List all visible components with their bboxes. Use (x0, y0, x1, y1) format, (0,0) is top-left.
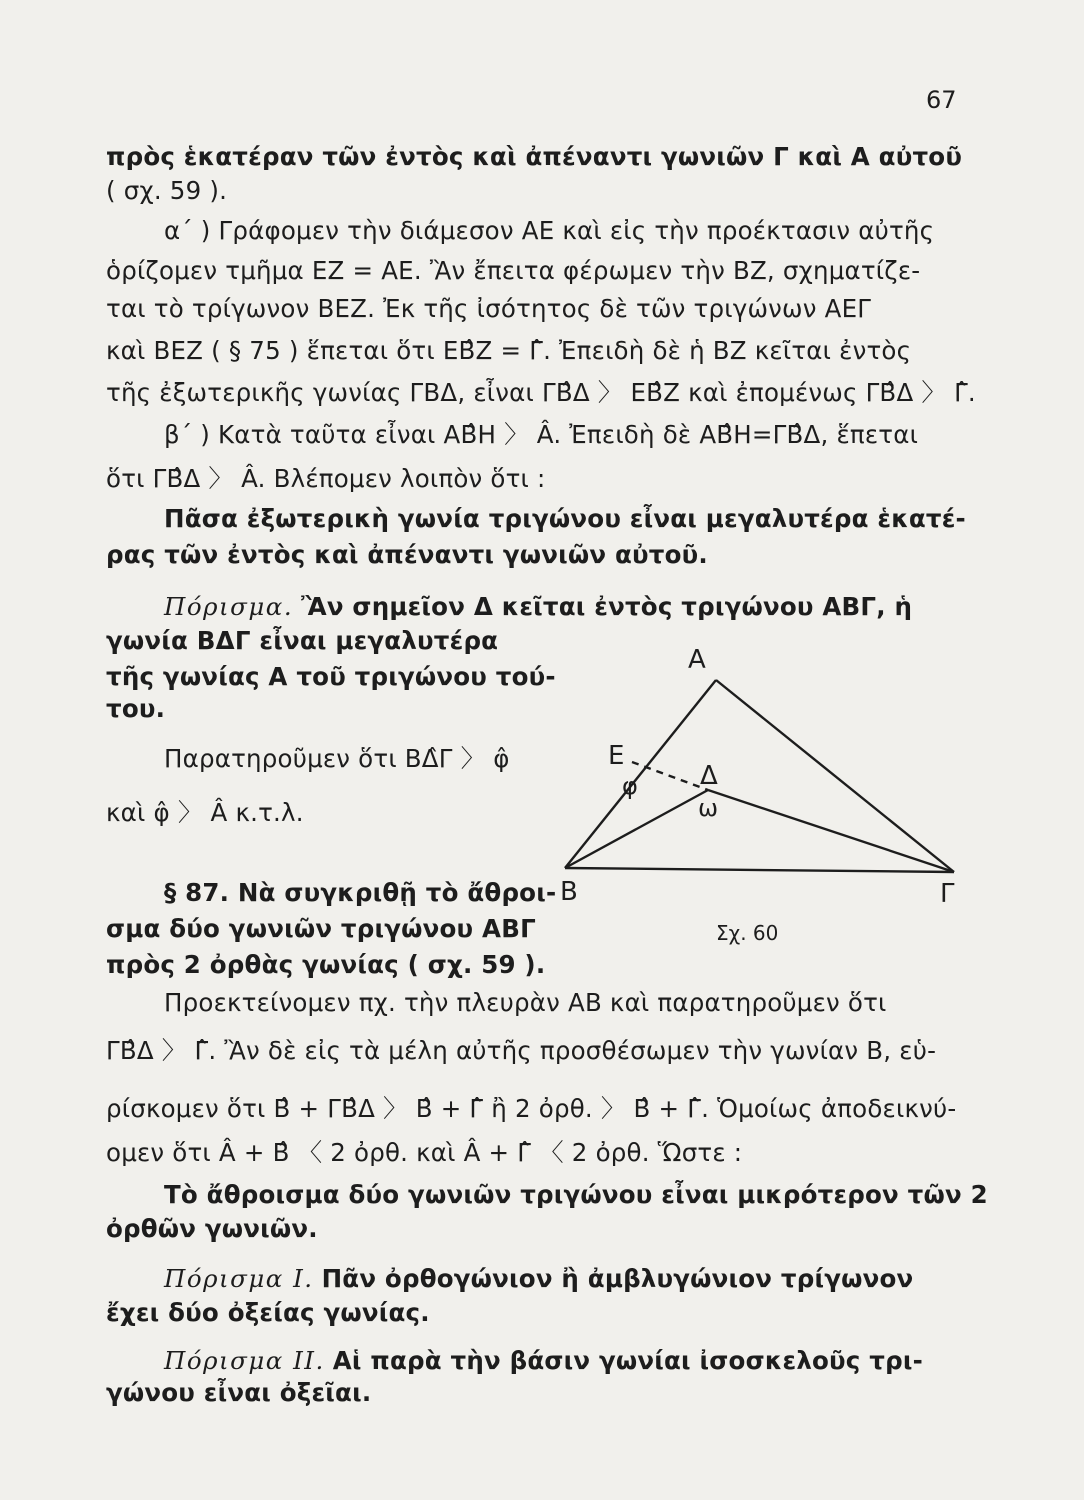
text-line: πρὸς ἑκατέραν τῶν ἐντὸς καὶ ἀπέναντι γωνιῶν Γ καὶ Α αὐτοῦ (106, 142, 963, 171)
corollary-text: τῆς γωνίας Α τοῦ τριγώνου τού- (106, 662, 556, 691)
corollary-text: ἔχει δύο ὀξείας γωνίας. (106, 1298, 430, 1327)
text-line: Προεκτείνομεν πχ. τὴν πλευρὰν ΑΒ καὶ παρατηροῦμεν ὅτι (164, 988, 887, 1017)
side-ag (716, 680, 954, 872)
corollary-text: του. (106, 694, 166, 723)
side-ab (565, 680, 719, 868)
text-line: καὶ ΒΕΖ ( § 75 ) ἕπεται ὅτι ΕΒ̂Ζ = Γ̂. Ἐπειδὴ δὲ ἡ ΒΖ κεῖται ἐντὸς (106, 336, 912, 365)
text-line: ΓΒ̂Δ 〉 Γ̂. Ἂν δὲ εἰς τὰ μέλη αὐτῆς προσθέσωμεν τὴν γωνίαν Β, εὑ- (106, 1036, 937, 1065)
section-heading: πρὸς 2 ὀρθὰς γωνίας ( σχ. 59 ). (106, 950, 546, 979)
corollary-line (164, 1262, 964, 1296)
corollary-text: γώνου εἶναι ὀξεῖαι. (106, 1378, 372, 1407)
text-line: β΄ ) Κατὰ ταῦτα εἶναι ΑΒ̂Η 〉 Â. Ἐπειδὴ δὲ ΑΒ̂Η=ΓΒ̂Δ, ἕπεται (164, 420, 919, 449)
text-line: ρίσκομεν ὅτι Β̂ + ΓΒ̂Δ 〉 Β̂ + Γ̂ ἢ 2 ὀρθ. 〉 Β̂ + Γ̂. Ὁμοίως ἀποδεικνύ- (106, 1094, 957, 1123)
segment-dg (708, 790, 954, 872)
text-line: Παρατηροῦμεν ὅτι ΒΔ̂Γ 〉 φ̂ (164, 744, 510, 773)
figure-caption: Σχ. 60 (716, 921, 779, 945)
corollary-label: Πόρισμα. (164, 592, 294, 621)
label-phi: φ (622, 772, 638, 800)
label-b: Β (560, 877, 578, 907)
section-heading: σμα δύο γωνιῶν τριγώνου ΑΒΓ (106, 914, 536, 943)
corollary-text: γωνία ΒΔΓ εἶναι μεγαλυτέρα (106, 626, 499, 655)
corollary-text: Πᾶν ὀρθογώνιον ἢ ἀμβλυγώνιον τρίγωνον (321, 1264, 914, 1293)
text-line: ὅτι ΓΒ̂Δ 〉 Â. Βλέπομεν λοιπὸν ὅτι : (106, 464, 546, 493)
label-a: Α (688, 645, 706, 675)
label-g: Γ (940, 879, 955, 909)
segment-ed-dashed (632, 762, 708, 790)
theorem-text: Τὸ ἄθροισμα δύο γωνιῶν τριγώνου εἶναι μικρότερον τῶν 2 (164, 1180, 988, 1209)
corollary-text: Αἱ παρὰ τὴν βάσιν γωνίαι ἰσοσκελοῦς τρι- (332, 1346, 923, 1375)
segment-bd (565, 790, 708, 868)
label-omega: ω (698, 794, 719, 822)
text-line: ὁρίζομεν τμῆμα ΕΖ = ΑΕ. Ἂν ἔπειτα φέρωμεν τὴν ΒΖ, σχηματίζε- (106, 256, 921, 285)
label-d: Δ (700, 761, 718, 791)
text-line: α΄ ) Γράφομεν τὴν διάμεσον ΑΕ καὶ εἰς τὴν προέκτασιν αὐτῆς (164, 216, 935, 245)
corollary-line (164, 1344, 964, 1378)
section-heading: § 87. Νὰ συγκριθῇ τὸ ἄθροι- (164, 878, 557, 907)
text-line: ( σχ. 59 ). (106, 176, 228, 205)
corollary-label: Πόρισμα ΙΙ. (164, 1346, 325, 1375)
triangle-figure (540, 640, 980, 960)
side-bg (565, 868, 954, 872)
theorem-text: ρας τῶν ἐντὸς καὶ ἀπέναντι γωνιῶν αὐτοῦ. (106, 540, 708, 569)
text-line: καὶ φ̂ 〉 Â κ.τ.λ. (106, 798, 304, 827)
corollary-line (164, 590, 964, 624)
text-line: ται τὸ τρίγωνον ΒΕΖ. Ἐκ τῆς ἰσότητος δὲ τῶν τριγώνων ΑΕΓ (106, 294, 872, 323)
text-line: ομεν ὅτι Â + Β̂ 〈 2 ὀρθ. καὶ Â + Γ̂ 〈 2 ὀρθ. Ὥστε : (106, 1138, 743, 1167)
label-e: Ε (608, 741, 625, 771)
corollary-label: Πόρισμα Ι. (164, 1264, 314, 1293)
text-line: τῆς ἐξωτερικῆς γωνίας ΓΒΔ, εἶναι ΓΒ̂Δ 〉 ΕΒ̂Ζ καὶ ἐπομένως ΓΒ̂Δ 〉 Γ̂. (106, 378, 976, 407)
theorem-text: ὀρθῶν γωνιῶν. (106, 1214, 318, 1243)
corollary-text: Ἂν σημεῖον Δ κεῖται ἐντὸς τριγώνου ΑΒΓ, ἡ (301, 592, 913, 621)
page-number: 67 (926, 86, 957, 114)
theorem-text: Πᾶσα ἐξωτερικὴ γωνία τριγώνου εἶναι μεγαλυτέρα ἑκατέ- (164, 504, 966, 533)
